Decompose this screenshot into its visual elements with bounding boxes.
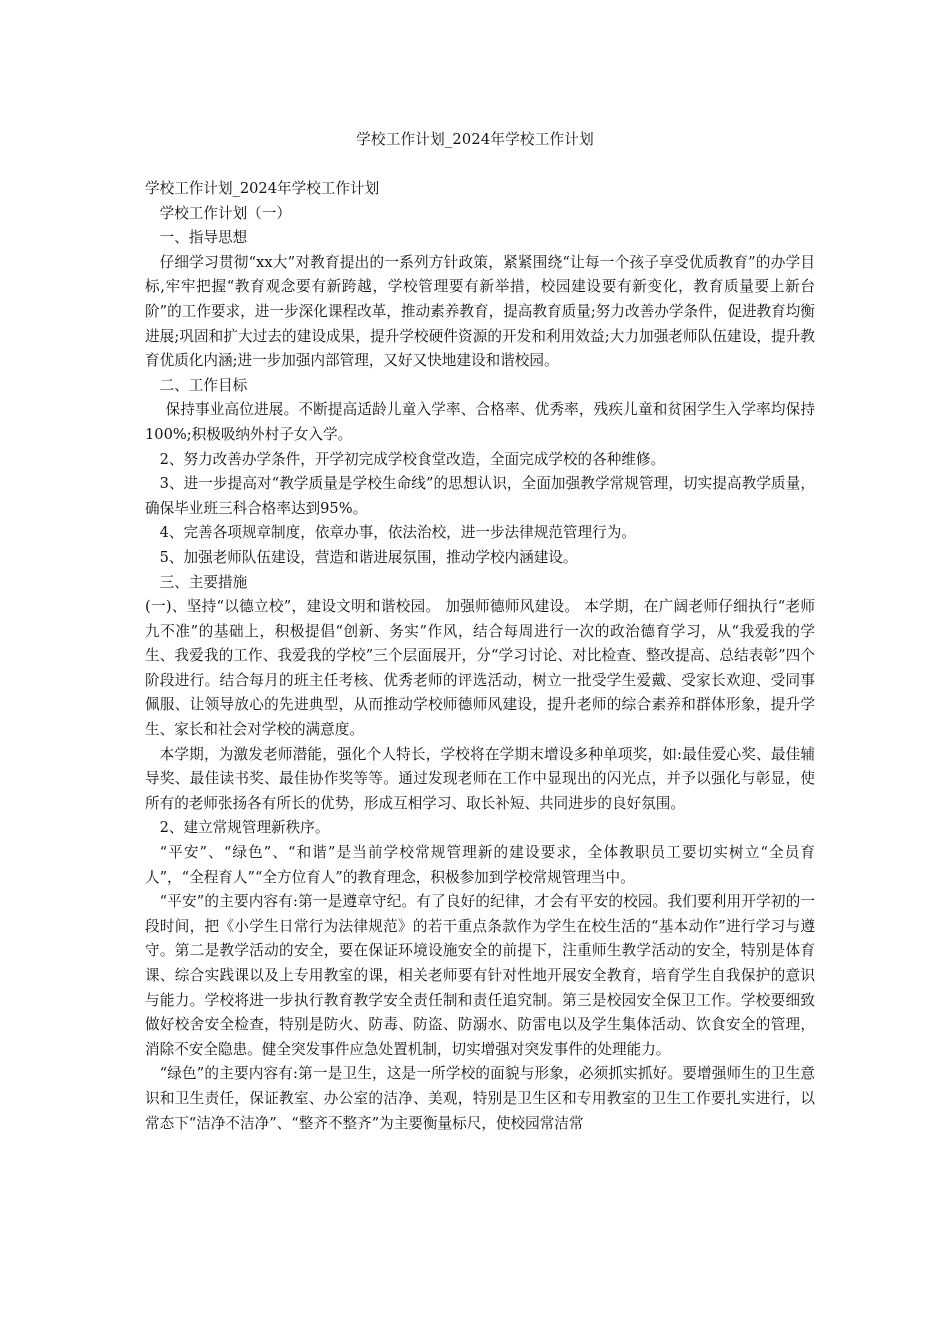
- paragraph: 5、加强老师队伍建设，营造和谐进展氛围，推动学校内涵建设。: [159, 548, 578, 566]
- paragraph: (一)、坚持“以德立校”，建设文明和谐校园。 加强师德师风建设。 本学期，在广阔老师仔细执行“老师九不准”的基础上，积极提倡“创新、务实”作风，结合每周进行一次的政治德育学习，从“我爱我的学生、我爱我的工作、我爱我的学校”三个层面展开，分“学习讨论、对比检查、整改提高、总结表彰”四个阶段进行。结合每月的班主任考核、优秀老师的评选活动，树立一批受学生爱戴、受家长欢迎、受同事佩服、让领导放心的先进典型，从而推动学校师德师风建设，提升老师的综合素养和群体形象，提升学生、家长和社会对学校的满意度。: [145, 598, 815, 739]
- paragraph: 2、建立常规管理新秩序。: [159, 819, 330, 837]
- paragraph: “平安”的主要内容有:第一是遵章守纪。有了良好的纪律，才会有平安的校园。我们要利用开学初的一段时间，把《小学生日常行为法律规范》的若干重点条款作为学生在校生活的“基本动作”进行学习与遵守。第二是教学活动的安全，要在保证环境设施安全的前提下，注重师生教学活动的安全，特别是体育课、综合实践课以及上专用教室的课，相关老师要有针对性地开展安全教育，培育学生自我保护的意识与能力。学校将进一步执行教育教学安全责任制和责任追究制。第三是校园安全保卫工作。学校要细致做好校舍安全检查，特别是防火、防毒、防盗、防溺水、防雷电以及学生集体活动、饮食安全的管理，消除不安全隐患。健全突发事件应急处置机制，切实增强对突发事件的处理能力。: [145, 893, 815, 1058]
- paragraph: “绿色”的主要内容有:第一是卫生，这是一所学校的面貌与形象，必须抓实抓好。要增强师生的卫生意识和卫生责任，保证教室、办公室的洁净、美观，特别是卫生区和专用教室的卫生工作要扎实进行，以常态下“洁净不洁净”、“整齐不整齐”为主要衡量标尺，使校园常洁常: [145, 1065, 815, 1132]
- document-body: [145, 177, 815, 1136]
- paragraph: 仔细学习贯彻“xx大”对教育提出的一系列方针政策，紧紧围绕“让每一个孩子享受优质教育”的办学目标,牢牢把握“教育观念要有新跨越，学校管理要有新举措，校园建设要有新变化，教育质量要上新台阶”的工作要求，进一步深化课程改革，推动素养教育，提高教育质量;努力改善办学条件，促进教育均衡进展;巩固和扩大过去的建设成果，提升学校硬件资源的开发和利用效益;大力加强老师队伍建设，提升教育优质化内涵;进一步加强内部管理，又好又快地建设和谐校园。: [145, 253, 815, 370]
- paragraph: “平安”、“绿色”、“和谐”是当前学校常规管理新的建设要求，全体教职员工要切实树立“全员育人”，“全程育人”“全方位育人”的教育理念，积极参加到学校常规管理当中。: [145, 844, 815, 886]
- paragraph-heading-main-measures: 三、主要措施: [159, 573, 248, 591]
- paragraph: 4、完善各项规章制度，依章办事，依法治校，进一步法律规范管理行为。: [159, 524, 636, 542]
- paragraph-heading-guiding-thought: 一、指导思想: [159, 229, 248, 247]
- paragraph-section-title: 学校工作计划（一）: [159, 204, 291, 222]
- paragraph-heading: 学校工作计划_2024年学校工作计划: [145, 180, 380, 197]
- paragraph: 保持事业高位进展。不断提高适龄儿童入学率、合格率、优秀率，残疾儿童和贫困学生入学率均保持100%;积极吸纳外村子女入学。: [145, 401, 815, 443]
- paragraph: 3、进一步提高对“教学质量是学校生命线”的思想认识，全面加强教学常规管理，切实提高教学质量，确保毕业班三科合格率达到95%。: [145, 475, 815, 517]
- paragraph-heading-work-goals: 二、工作目标: [159, 376, 248, 394]
- document-title: 学校工作计划_2024年学校工作计划: [356, 131, 594, 148]
- paragraph: 本学期，为激发老师潜能，强化个人特长，学校将在学期末增设多种单项奖，如:最佳爱心奖、最佳辅导奖、最佳读书奖、最佳协作奖等等。通过发现老师在工作中显现出的闪光点，并予以强化与彰显，使所有的老师张扬各有所长的优势，形成互相学习、取长补短、共同进步的良好氛围。: [145, 745, 815, 812]
- paragraph: 2、努力改善办学条件，开学初完成学校食堂改造，全面完成学校的各种维修。: [159, 450, 666, 468]
